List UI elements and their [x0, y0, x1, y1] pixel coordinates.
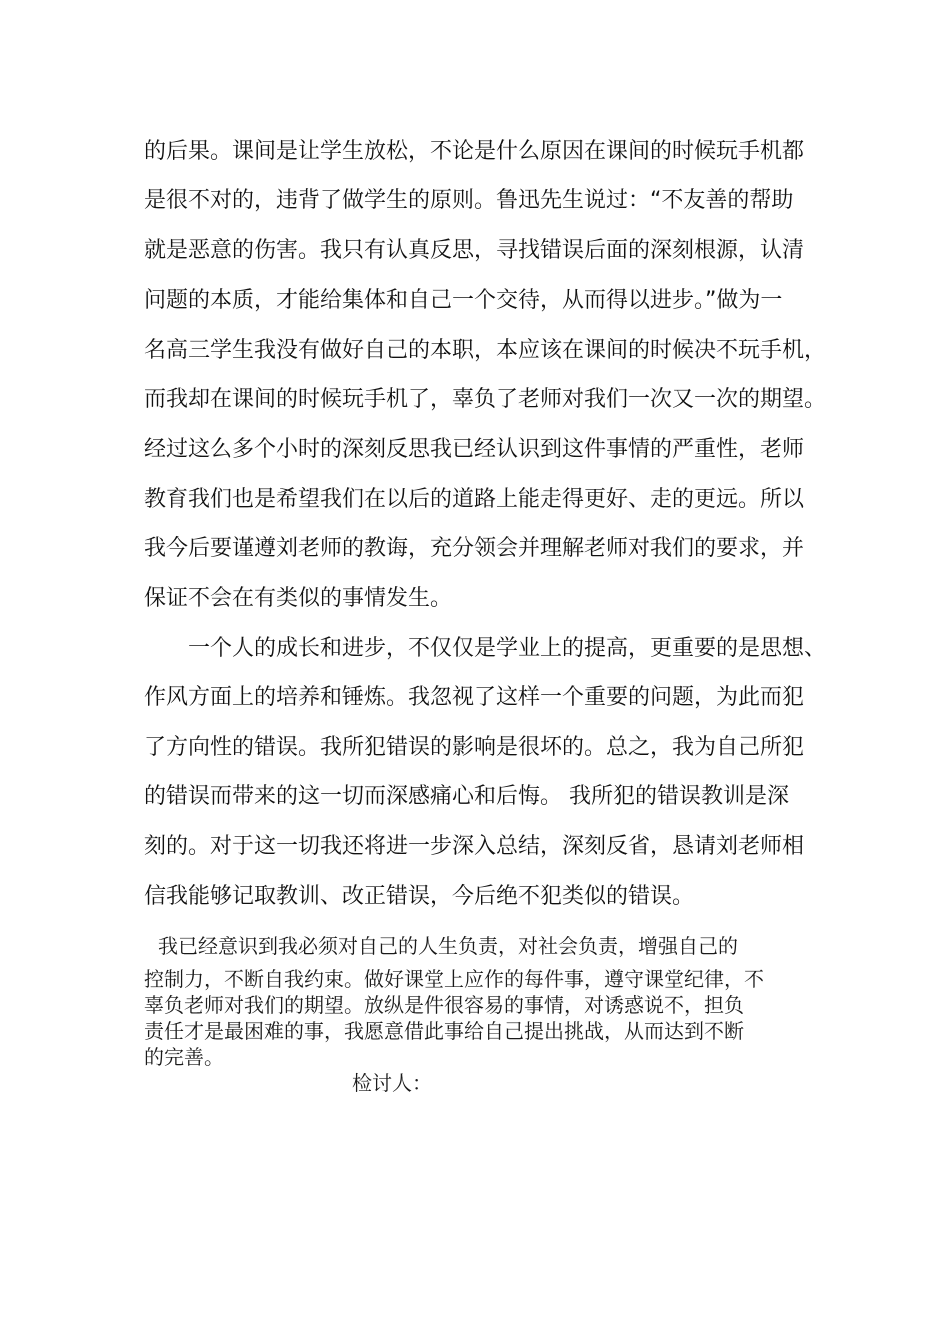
paragraph-1-line-3: 就是恶意的伤害。我只有认真反思，寻找错误后面的深刻根源，认清: [144, 238, 805, 263]
signature-label: 检讨人：: [352, 1071, 432, 1095]
paragraph-1-line-10: 保证不会在有类似的事情发生。: [144, 586, 453, 611]
paragraph-1-line-9: 我今后要谨遵刘老师的教诲，充分领会并理解老师对我们的要求，并: [144, 536, 805, 561]
paragraph-2-line-2: 作风方面上的培养和锤炼。我忽视了这样一个重要的问题，为此而犯: [144, 685, 805, 710]
paragraph-2-line-1: 一个人的成长和进步，不仅仅是学业上的提高，更重要的是思想、: [188, 636, 827, 661]
paragraph-1-line-1: 的后果。课间是让学生放松，不论是什么原因在课间的时候玩手机都: [144, 139, 805, 164]
paragraph-3-line-3: 辜负老师对我们的期望。放纵是件很容易的事情，对诱惑说不，担负: [144, 993, 744, 1017]
paragraph-3-lead: 我已经意识到: [158, 934, 278, 958]
paragraph-1-line-5: 名高三学生我没有做好自己的本职，本应该在课间的时候决不玩手机，: [144, 338, 827, 363]
paragraph-1-line-7: 经过这么多个小时的深刻反思我已经认识到这件事情的严重性，老师: [144, 437, 805, 462]
paragraph-3-line-1: [158, 934, 838, 958]
paragraph-1-line-4: 问题的本质，才能给集体和自己一个交待，从而得以进步。”做为一: [144, 288, 783, 313]
paragraph-3-line-4: 责任才是最困难的事，我愿意借此事给自己提出挑战，从而达到不断: [144, 1019, 744, 1043]
paragraph-2-line-6: 信我能够记取教训、改正错误，今后绝不犯类似的错误。: [144, 884, 695, 909]
paragraph-2-line-4: 的错误而带来的这一切而深感痛心和后悔。 我所犯的错误教训是深: [144, 784, 789, 809]
paragraph-1-line-8: 教育我们也是希望我们在以后的道路上能走得更好、走的更远。所以: [144, 487, 805, 512]
paragraph-3-line-5: 的完善。: [144, 1045, 224, 1069]
paragraph-1-line-2: 是很不对的，违背了做学生的原则。鲁迅先生说过：“不友善的帮助: [144, 188, 794, 213]
paragraph-2-line-5: 刻的。对于这一切我还将进一步深入总结，深刻反省，恳请刘老师相: [144, 834, 805, 859]
paragraph-3-line-2: 控制力，不断自我约束。做好课堂上应作的每件事，遵守课堂纪律，不: [144, 967, 764, 991]
paragraph-2-line-3: 了方向性的错误。我所犯错误的影响是很坏的。总之，我为自己所犯: [144, 735, 805, 760]
paragraph-3-first-rest: 我必须对自己的人生负责，对社会负责，增强自己的: [278, 934, 738, 958]
paragraph-1-line-6: 而我却在课间的时候玩手机了，辜负了老师对我们一次又一次的期望。: [144, 387, 827, 412]
